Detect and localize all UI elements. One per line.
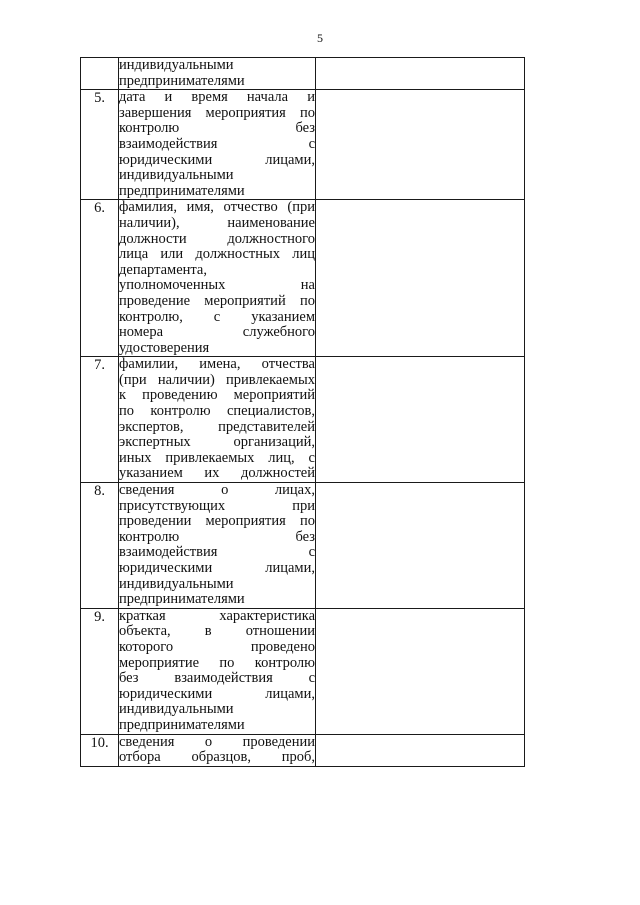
row-description [119, 734, 316, 766]
text-line [119, 577, 315, 593]
word: по [299, 104, 315, 121]
word: индивидуальными [119, 167, 234, 184]
text-line [119, 184, 315, 200]
word: или [160, 246, 184, 263]
text-line [119, 341, 315, 357]
word: имя, [186, 199, 214, 216]
word: фамилия, [119, 199, 178, 216]
text-line [119, 294, 315, 310]
row-number: 6. [81, 200, 119, 357]
word: специалистов, [226, 403, 315, 420]
word: проведению [142, 387, 218, 404]
text-line [119, 499, 315, 515]
text-line [119, 466, 315, 482]
row-value-cell[interactable] [316, 200, 525, 357]
word: лицами, [265, 685, 315, 702]
word: отбора [119, 749, 161, 766]
row-description [119, 608, 316, 734]
row-number [81, 58, 119, 90]
text-line [119, 373, 315, 389]
row-description [119, 90, 316, 200]
word: привлекаемых [165, 449, 255, 466]
word: лиц [292, 246, 315, 263]
word: мероприятия [205, 104, 286, 121]
word: по [299, 292, 315, 309]
word: мероприятие [119, 654, 200, 671]
word: контролю, [119, 308, 183, 325]
row-value-cell[interactable] [316, 58, 525, 90]
word: предпринимателями [119, 72, 245, 89]
word: взаимодействия [174, 670, 273, 687]
text-line [119, 514, 315, 530]
word: с [308, 670, 315, 687]
word: о [221, 482, 229, 499]
word: мероприятия [205, 513, 286, 530]
table-row [81, 200, 525, 357]
row-value-cell[interactable] [316, 357, 525, 483]
word: юридическими [119, 151, 213, 168]
word: организаций, [233, 434, 315, 451]
word: их [204, 465, 220, 482]
text-line [119, 121, 315, 137]
row-value-cell[interactable] [316, 483, 525, 609]
text-line [119, 357, 315, 373]
word: с [308, 544, 315, 561]
word: проведено [250, 638, 315, 655]
word: экспертов, [119, 418, 184, 435]
word: (при [119, 371, 147, 388]
row-number: 7. [81, 357, 119, 483]
word: краткая [119, 607, 166, 624]
word: объекта, [119, 623, 171, 640]
text-line [119, 58, 315, 74]
word: образцов, [191, 749, 251, 766]
text-line [119, 545, 315, 561]
table-row [81, 357, 525, 483]
word: лиц, [268, 449, 295, 466]
word: юридическими [119, 685, 213, 702]
word: предпринимателями [119, 182, 245, 199]
word: и [307, 89, 315, 106]
word: должности [119, 230, 187, 247]
word: с [308, 135, 315, 152]
word: характеристика [219, 607, 315, 624]
word: с [308, 449, 315, 466]
word: проведении [242, 733, 315, 750]
word: по [299, 513, 315, 530]
word: по [219, 654, 235, 671]
word: должностных [195, 246, 280, 263]
text-line [119, 216, 315, 232]
text-line [119, 168, 315, 184]
table-row [81, 608, 525, 734]
row-description [119, 483, 316, 609]
text-line [119, 232, 315, 248]
word: указанием [119, 465, 183, 482]
row-value-cell[interactable] [316, 734, 525, 766]
word: номера [119, 324, 164, 341]
text-line [119, 687, 315, 703]
word: на [300, 277, 315, 294]
word: отношении [245, 623, 315, 640]
word: без [119, 670, 139, 687]
word: иных [119, 449, 152, 466]
text-line [119, 750, 315, 766]
word: должностного [227, 230, 315, 247]
word: мероприятий [204, 292, 286, 309]
text-line [119, 656, 315, 672]
word: мероприятий [233, 387, 315, 404]
text-line [119, 200, 315, 216]
table-row [81, 734, 525, 766]
word: по [119, 403, 135, 420]
row-number: 9. [81, 608, 119, 734]
table-row [81, 58, 525, 90]
row-value-cell[interactable] [316, 90, 525, 200]
word: при [292, 497, 315, 514]
word: отчества [261, 356, 315, 373]
text-line [119, 310, 315, 326]
word: индивидуальными [119, 701, 234, 718]
word: отчество [223, 199, 278, 216]
word: и [164, 89, 173, 106]
word: (при [287, 199, 315, 216]
row-description [119, 58, 316, 90]
word: наличии), [119, 214, 180, 231]
word: без [295, 528, 315, 545]
row-description [119, 200, 316, 357]
word: лицах, [274, 482, 315, 499]
word: удостоверения [119, 339, 210, 356]
text-line [119, 74, 315, 90]
word: к [119, 387, 127, 404]
text-line [119, 451, 315, 467]
word: наличии) [157, 371, 215, 388]
text-line [119, 609, 315, 625]
text-line [119, 718, 315, 734]
text-line [119, 702, 315, 718]
word: индивидуальными [119, 575, 234, 592]
text-line [119, 106, 315, 122]
word: без [295, 120, 315, 137]
word: присутствующих [119, 497, 226, 514]
text-line [119, 247, 315, 263]
text-line [119, 137, 315, 153]
word: проведение [119, 292, 191, 309]
word: лица [119, 246, 149, 263]
word: взаимодействия [119, 135, 218, 152]
word: представителей [218, 418, 315, 435]
word: проб, [281, 749, 315, 766]
word: служебного [242, 324, 315, 341]
text-line [119, 530, 315, 546]
word: департамента, [119, 261, 207, 278]
word: индивидуальными [119, 57, 234, 73]
word: должностей [240, 465, 315, 482]
text-line [119, 153, 315, 169]
text-line [119, 435, 315, 451]
word: проведении [119, 513, 192, 530]
word: которого [119, 638, 174, 655]
table-row [81, 90, 525, 200]
word: указанием [251, 308, 315, 325]
text-line [119, 278, 315, 294]
word: лицами, [265, 151, 315, 168]
text-line [119, 640, 315, 656]
row-description [119, 357, 316, 483]
row-number: 5. [81, 90, 119, 200]
text-line [119, 325, 315, 341]
row-value-cell[interactable] [316, 608, 525, 734]
word: контролю [119, 528, 180, 545]
word: имена, [199, 356, 241, 373]
word: завершения [119, 104, 192, 121]
word: в [204, 623, 212, 640]
word: юридическими [119, 560, 213, 576]
text-line [119, 624, 315, 640]
word: сведения [119, 482, 175, 499]
word: контролю [119, 120, 180, 137]
word: привлекаемых [226, 371, 315, 388]
word: с [213, 308, 221, 325]
word: уполномоченных [119, 277, 226, 294]
word: фамилии, [119, 356, 179, 373]
text-line [119, 404, 315, 420]
text-line [119, 671, 315, 687]
text-line [119, 90, 315, 106]
text-line [119, 735, 315, 751]
word: лицами, [265, 560, 315, 576]
word: взаимодействия [119, 544, 218, 561]
text-line [119, 420, 315, 436]
text-line [119, 592, 315, 608]
word: о [204, 733, 213, 750]
word: сведения [119, 733, 175, 750]
text-line [119, 388, 315, 404]
word: наименование [227, 214, 315, 231]
row-number: 10. [81, 734, 119, 766]
word: время [191, 89, 228, 106]
page-number: 5 [317, 31, 323, 45]
document-table [80, 57, 525, 767]
text-line [119, 483, 315, 499]
row-number: 8. [81, 483, 119, 609]
word: контролю [150, 403, 211, 420]
word: экспертных [119, 434, 191, 451]
text-line [119, 263, 315, 279]
table-row [81, 483, 525, 609]
word: предпринимателями [119, 591, 245, 608]
word: предпринимателями [119, 716, 245, 733]
word: начала [246, 89, 289, 106]
text-line [119, 561, 315, 577]
word: контролю [254, 654, 315, 671]
word: дата [119, 89, 146, 106]
